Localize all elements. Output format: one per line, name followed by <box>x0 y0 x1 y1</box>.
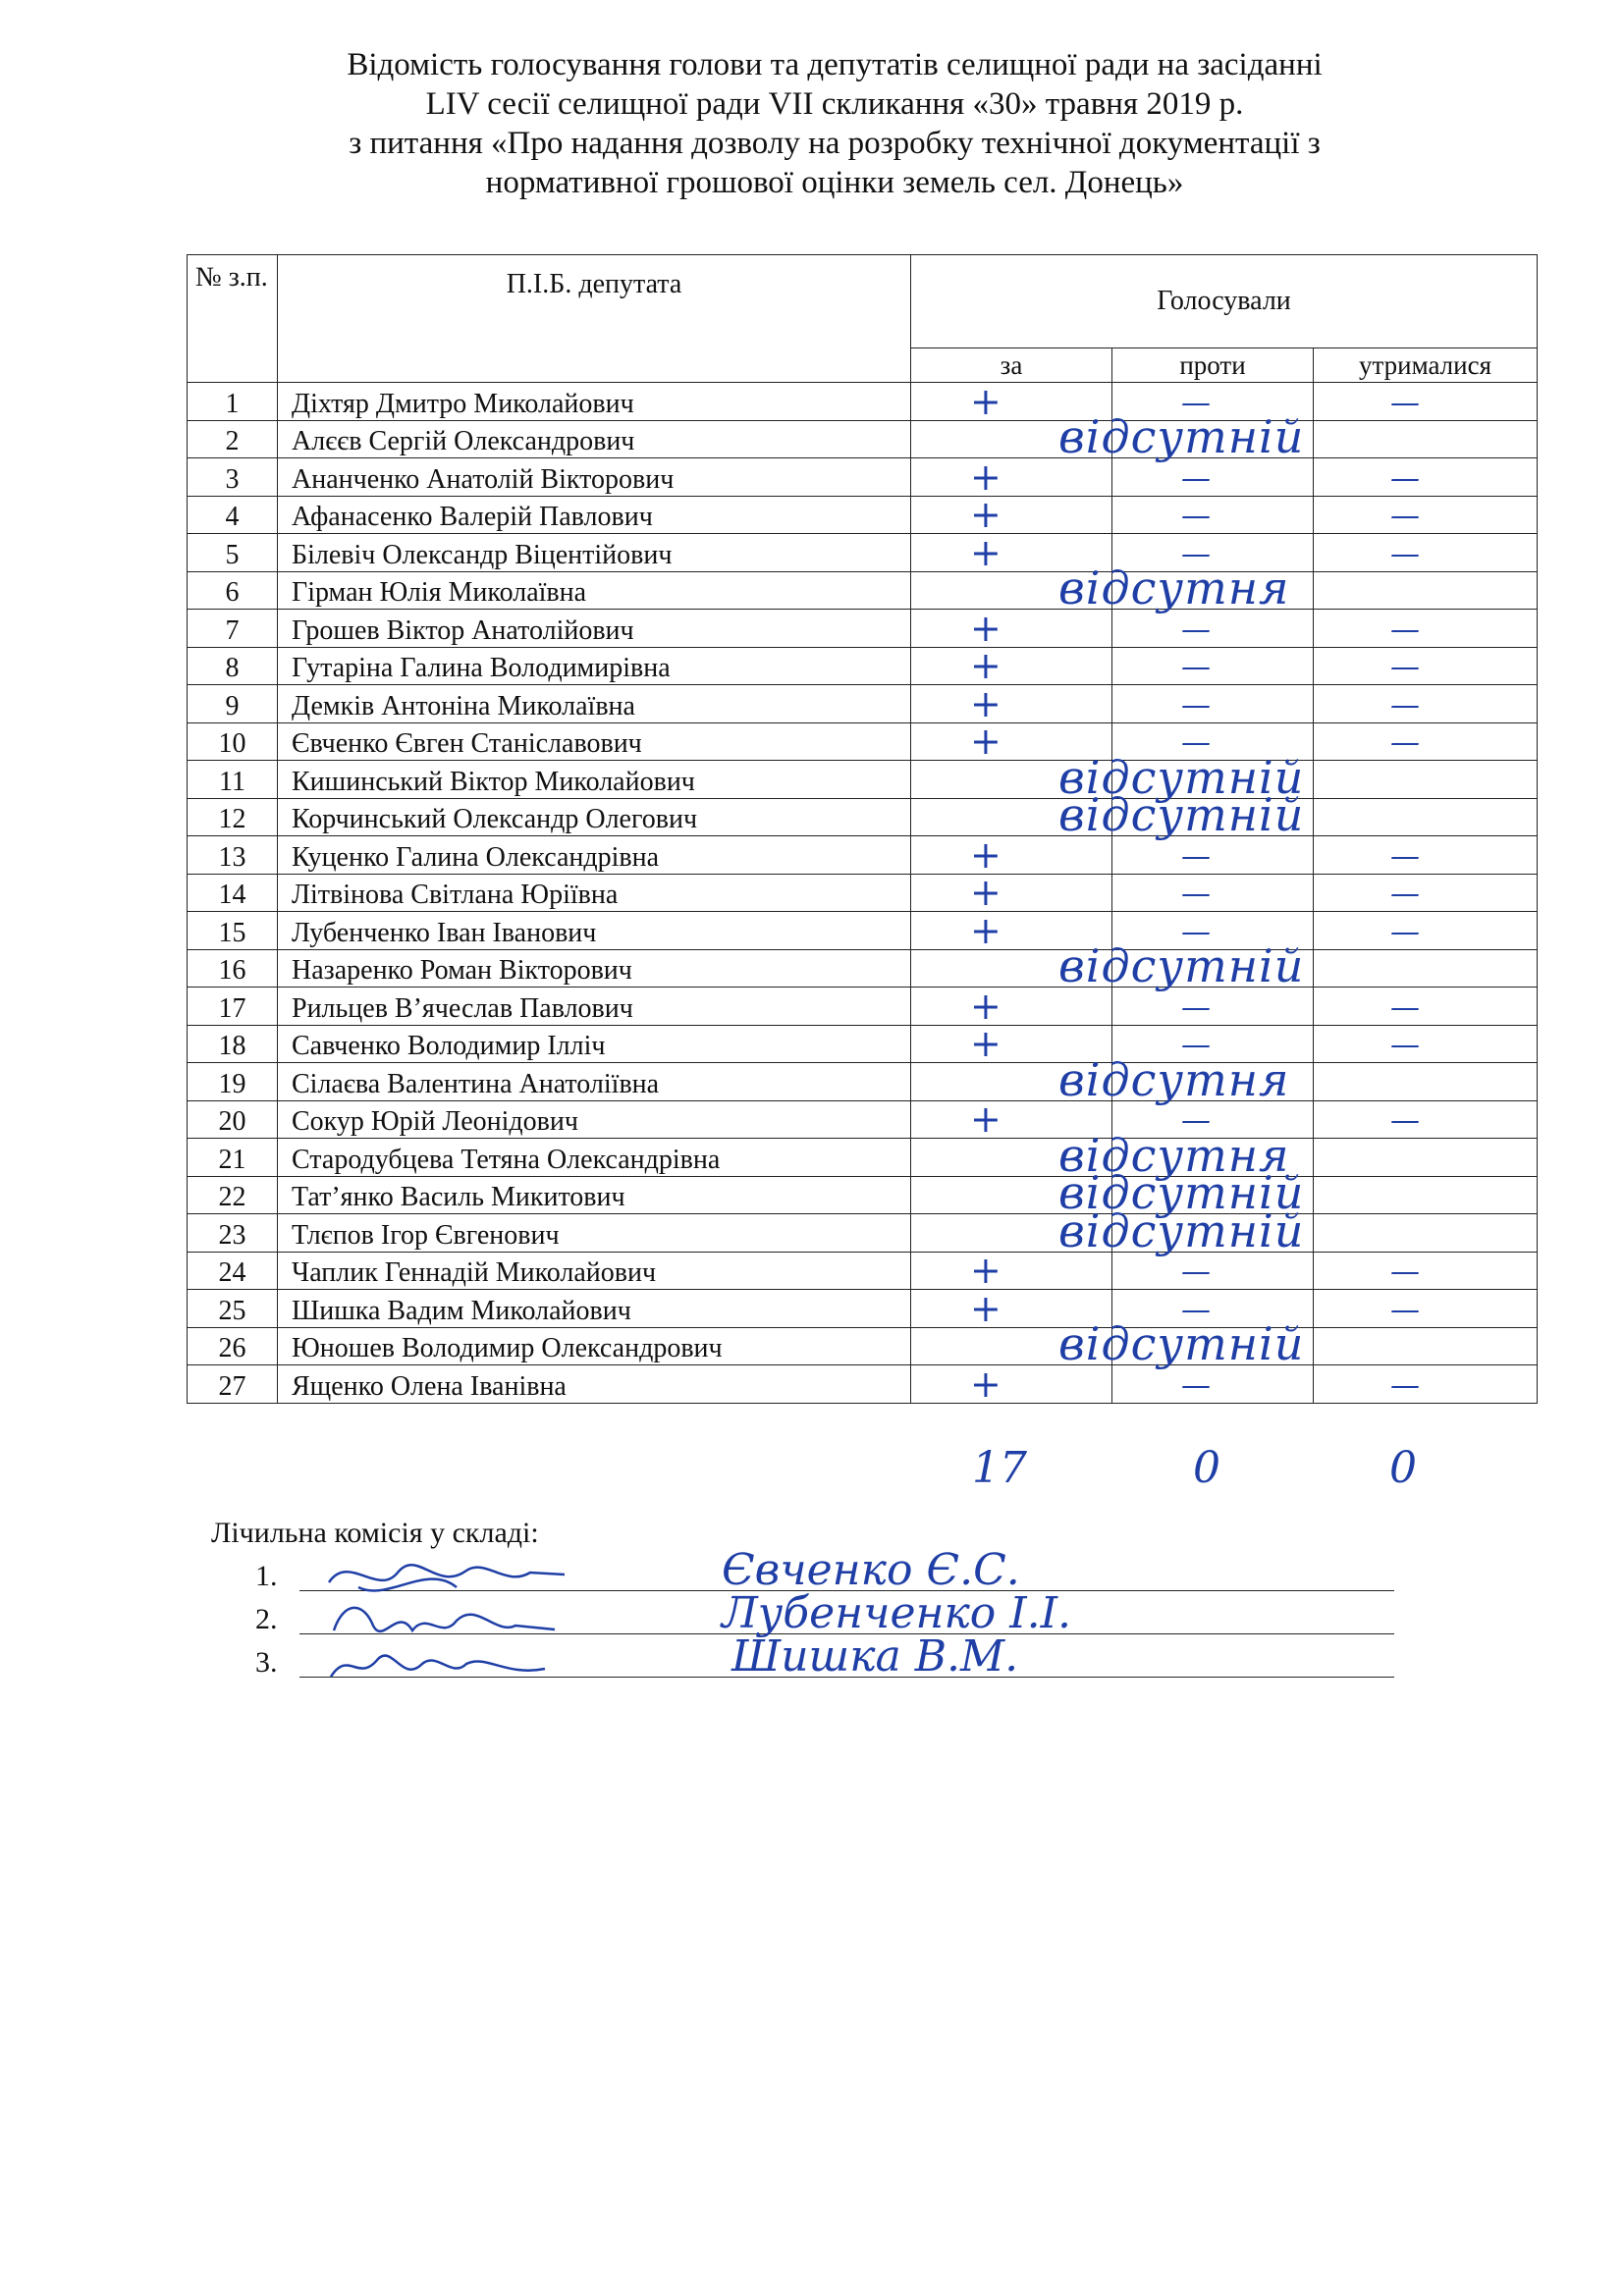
row-number: 14 <box>188 874 278 912</box>
header-for: за <box>911 348 1112 383</box>
absent-handwritten-note: відсутній <box>1058 1203 1305 1257</box>
vote-against-cell <box>1112 836 1314 875</box>
row-number: 4 <box>188 496 278 534</box>
deputy-name: Рильцев В’ячеслав Павлович <box>278 988 911 1026</box>
table-row <box>188 988 1538 1026</box>
dash-mark: — <box>1181 536 1211 571</box>
counting-commission <box>211 1512 1071 1684</box>
vote-against-cell <box>1112 1214 1314 1253</box>
commission-members <box>211 1545 1071 1684</box>
header-abstain: утрималися <box>1314 348 1538 383</box>
vote-abstain-cell <box>1314 1063 1538 1101</box>
table-row <box>188 1100 1538 1139</box>
dash-mark: — <box>1181 499 1211 533</box>
absent-handwritten-note: відсутня <box>1058 1128 1290 1182</box>
dash-mark: — <box>1181 385 1211 420</box>
deputy-name: Ананченко Анатолій Вікторович <box>278 458 911 497</box>
absent-handwritten-note: відсутній <box>1058 750 1305 804</box>
table-row <box>188 1063 1538 1101</box>
vote-against-cell <box>1112 571 1314 610</box>
vote-against-cell <box>1112 949 1314 988</box>
deputy-name: Афанасенко Валерій Павлович <box>278 496 911 534</box>
table-row <box>188 874 1538 912</box>
vote-abstain-cell <box>1314 383 1538 421</box>
dash-mark: — <box>1181 460 1211 496</box>
dash-mark: — <box>1181 612 1211 647</box>
vote-against-cell <box>1112 988 1314 1026</box>
vote-for-cell <box>911 606 1112 650</box>
dash-mark: — <box>1181 1367 1211 1403</box>
deputy-name: Грошев Віктор Анатолійович <box>278 610 911 648</box>
plus-mark: + <box>970 1362 1001 1406</box>
deputy-name: Алєєв Сергій Олександрович <box>278 420 911 458</box>
dash-mark: — <box>1181 1292 1211 1327</box>
dash-mark: — <box>1181 1028 1211 1062</box>
dash-mark: — <box>1390 914 1420 949</box>
dash-mark: — <box>1390 460 1420 496</box>
deputy-name: Куценко Галина Олександрівна <box>278 836 911 875</box>
vote-against-cell <box>1112 1327 1314 1365</box>
dash-mark: — <box>1181 838 1211 874</box>
vote-against-cell <box>1112 610 1314 648</box>
dash-mark: — <box>1390 1255 1420 1289</box>
deputy-name: Савченко Володимир Ілліч <box>278 1025 911 1063</box>
vote-abstain-cell <box>1314 1100 1538 1139</box>
plus-mark: + <box>970 1097 1001 1141</box>
table-row <box>188 647 1538 685</box>
vote-against-cell <box>1112 685 1314 723</box>
deputy-name: Ященко Олена Іванівна <box>278 1365 911 1404</box>
deputy-name: Юношев Володимир Олександрович <box>278 1327 911 1365</box>
member-number: 2. <box>255 1603 278 1635</box>
dash-mark: — <box>1181 1103 1211 1138</box>
deputy-name: Лубенченко Іван Іванович <box>278 912 911 950</box>
dash-mark: — <box>1181 989 1211 1025</box>
vote-abstain-cell <box>1314 610 1538 648</box>
table-row <box>188 496 1538 534</box>
dash-mark: — <box>1181 687 1211 722</box>
signed-name: Євченко Є.С. <box>722 1545 1020 1595</box>
row-number: 6 <box>188 571 278 610</box>
table-row <box>188 761 1538 799</box>
deputy-name: Євченко Євген Станіславович <box>278 722 911 761</box>
row-number: 23 <box>188 1214 278 1253</box>
title-line-1: Відомість голосування голови та депутатів селищної ради на засіданні <box>347 47 1323 82</box>
deputy-name: Демків Антоніна Миколаївна <box>278 685 911 723</box>
dash-mark: — <box>1390 1028 1420 1062</box>
dash-mark: — <box>1390 385 1420 420</box>
deputy-name: Білевіч Олександр Віцентійович <box>278 534 911 572</box>
title-line-3: з питання «Про надання дозволу на розробку технічної документації з <box>349 126 1321 161</box>
row-number: 24 <box>188 1252 278 1290</box>
vote-abstain-cell <box>1314 912 1538 950</box>
row-number: 26 <box>188 1327 278 1365</box>
vote-against-cell <box>1112 1252 1314 1290</box>
voting-table-body <box>188 379 1538 1406</box>
row-number: 16 <box>188 949 278 988</box>
row-number: 13 <box>188 836 278 875</box>
absent-handwritten-note: відсутня <box>1058 561 1290 614</box>
vote-abstain-cell <box>1314 1176 1538 1214</box>
dash-mark: — <box>1390 612 1420 647</box>
vote-abstain-cell <box>1314 836 1538 875</box>
absent-handwritten-note: відсутній <box>1058 788 1305 841</box>
plus-mark: + <box>970 832 1001 877</box>
vote-abstain-cell <box>1314 761 1538 799</box>
vote-abstain-cell <box>1314 1139 1538 1177</box>
vote-for-cell <box>911 493 1112 536</box>
vote-against-cell <box>1112 1063 1314 1101</box>
table-row <box>188 1139 1538 1177</box>
plus-mark: + <box>970 1022 1001 1065</box>
title-line-2: LIV сесії селищної ради VII скликання «30» травня 2019 р. <box>425 86 1244 122</box>
vote-abstain-cell <box>1314 1290 1538 1328</box>
row-number: 9 <box>188 685 278 723</box>
vote-abstain-cell <box>1314 722 1538 761</box>
plus-mark: + <box>970 720 1001 763</box>
absent-handwritten-note: відсутній <box>1058 1317 1305 1370</box>
vote-for-cell <box>911 788 1305 841</box>
header-against: проти <box>1112 348 1314 383</box>
dash-mark: — <box>1181 650 1211 684</box>
table-row <box>188 420 1538 458</box>
table-row <box>188 1176 1538 1214</box>
table-row <box>188 1214 1538 1253</box>
plus-mark: + <box>970 530 1001 574</box>
dash-mark: — <box>1181 877 1211 911</box>
dash-mark: — <box>1390 1103 1420 1138</box>
absent-handwritten-note: відсутній <box>1058 939 1305 992</box>
header-name: П.І.Б. депутата <box>278 255 911 383</box>
vote-abstain-cell <box>1314 420 1538 458</box>
vote-against-cell <box>1112 496 1314 534</box>
row-number: 21 <box>188 1139 278 1177</box>
row-number: 5 <box>188 534 278 572</box>
member-number: 1. <box>255 1560 278 1592</box>
commission-label: Лічильна комісія у складі: <box>211 1517 539 1549</box>
vote-abstain-cell <box>1314 685 1538 723</box>
row-number: 12 <box>188 798 278 836</box>
header-voted: Голосували <box>911 255 1538 348</box>
vote-abstain-cell <box>1314 647 1538 685</box>
row-number: 25 <box>188 1290 278 1328</box>
plus-mark: + <box>970 493 1001 536</box>
table-row <box>188 610 1538 648</box>
signed-name: Лубенченко І.І. <box>722 1588 1071 1638</box>
dash-mark: — <box>1390 1292 1420 1327</box>
vote-abstain-cell <box>1314 874 1538 912</box>
plus-mark: + <box>970 379 1001 423</box>
deputy-name: Чаплик Геннадій Миколайович <box>278 1252 911 1290</box>
table-row <box>188 1025 1538 1063</box>
vote-abstain-cell <box>1314 534 1538 572</box>
table-row <box>188 571 1538 610</box>
table-row <box>188 912 1538 950</box>
member-number: 3. <box>255 1646 278 1679</box>
plus-mark: + <box>970 984 1001 1028</box>
deputy-name: Гутаріна Галина Володимирівна <box>278 647 911 685</box>
vote-abstain-cell <box>1314 798 1538 836</box>
row-number: 7 <box>188 610 278 648</box>
table-row <box>188 1365 1538 1404</box>
row-number: 20 <box>188 1100 278 1139</box>
vote-against-cell <box>1112 647 1314 685</box>
vote-abstain-cell <box>1314 458 1538 497</box>
dash-mark: — <box>1390 650 1420 684</box>
vote-abstain-cell <box>1314 1214 1538 1253</box>
dash-mark: — <box>1390 536 1420 571</box>
vote-against-cell <box>1112 874 1314 912</box>
vote-for-cell <box>911 939 1305 992</box>
row-number: 17 <box>188 988 278 1026</box>
table-row <box>188 722 1538 761</box>
table-row <box>188 1290 1538 1328</box>
plus-mark: + <box>970 1286 1001 1330</box>
absent-handwritten-note: відсутній <box>1058 1166 1305 1219</box>
deputy-name: Кишинський Віктор Миколайович <box>278 761 911 799</box>
row-number: 10 <box>188 722 278 761</box>
vote-abstain-cell <box>1314 496 1538 534</box>
dash-mark: — <box>1390 989 1420 1025</box>
commission-member-line <box>211 1631 1019 1684</box>
deputy-name: Літвінова Світлана Юріївна <box>278 874 911 912</box>
vote-for-cell <box>911 644 1112 687</box>
table-row <box>188 383 1538 421</box>
deputy-name: Сокур Юрій Леонідович <box>278 1100 911 1139</box>
vote-for-cell <box>911 1052 1290 1106</box>
row-number: 19 <box>188 1063 278 1101</box>
vote-abstain-cell <box>1314 1252 1538 1290</box>
plus-mark: + <box>970 871 1001 914</box>
vote-for-cell <box>911 832 1112 877</box>
row-number: 2 <box>188 420 278 458</box>
vote-abstain-cell <box>1314 1327 1538 1365</box>
vote-for-cell <box>911 1317 1305 1370</box>
signed-name: Шишка В.М. <box>731 1631 1019 1682</box>
vote-against-cell <box>1112 458 1314 497</box>
voting-table <box>187 254 1538 1404</box>
total-abstain: 0 <box>1389 1443 1417 1493</box>
header-number: № з.п. <box>188 255 278 383</box>
vote-for-cell <box>911 410 1305 463</box>
vote-abstain-cell <box>1314 571 1538 610</box>
vote-abstain-cell <box>1314 1025 1538 1063</box>
table-row <box>188 836 1538 875</box>
deputy-name: Шишка Вадим Миколайович <box>278 1290 911 1328</box>
row-number: 27 <box>188 1365 278 1404</box>
deputy-name: Діхтяр Дмитро Миколайович <box>278 383 911 421</box>
total-against: 0 <box>1193 1443 1220 1493</box>
title-line-4: нормативної грошової оцінки земель сел. Донець» <box>485 165 1184 200</box>
row-number: 1 <box>188 383 278 421</box>
deputy-name: Стародубцева Тетяна Олександрівна <box>278 1139 911 1177</box>
absent-handwritten-note: відсутній <box>1058 410 1305 463</box>
vote-for-cell <box>911 454 1112 499</box>
row-number: 8 <box>188 647 278 685</box>
vote-against-cell <box>1112 798 1314 836</box>
document-title <box>196 45 1473 202</box>
dash-mark: — <box>1390 687 1420 722</box>
deputy-name: Гірман Юлія Миколаївна <box>278 571 911 610</box>
row-number: 11 <box>188 761 278 799</box>
dash-mark: — <box>1181 1255 1211 1289</box>
table-row <box>188 1327 1538 1365</box>
vote-abstain-cell <box>1314 1365 1538 1404</box>
dash-mark: — <box>1390 725 1420 760</box>
deputy-name: Корчинський Олександр Олегович <box>278 798 911 836</box>
row-number: 15 <box>188 912 278 950</box>
vote-for-cell <box>911 1362 1112 1406</box>
dash-mark: — <box>1181 725 1211 760</box>
vote-for-cell <box>911 681 1112 725</box>
row-number: 22 <box>188 1176 278 1214</box>
signature-scribble <box>319 1629 574 1698</box>
plus-mark: + <box>970 644 1001 687</box>
vote-for-cell <box>911 561 1290 614</box>
dash-mark: — <box>1390 1367 1420 1403</box>
plus-mark: + <box>970 454 1001 499</box>
row-number: 3 <box>188 458 278 497</box>
deputy-name: Тлєпов Ігор Євгенович <box>278 1214 911 1253</box>
table-row <box>188 798 1538 836</box>
vote-for-cell <box>911 1249 1112 1292</box>
dash-mark: — <box>1390 499 1420 533</box>
deputy-name: Тат’янко Василь Микитович <box>278 1176 911 1214</box>
vote-abstain-cell <box>1314 988 1538 1026</box>
table-row <box>188 534 1538 572</box>
total-for: 17 <box>972 1443 1027 1493</box>
vote-against-cell <box>1112 420 1314 458</box>
vote-against-cell <box>1112 1365 1314 1404</box>
plus-mark: + <box>970 908 1001 952</box>
vote-for-cell <box>911 1203 1305 1257</box>
vote-for-cell <box>911 871 1112 914</box>
absent-handwritten-note: відсутня <box>1058 1052 1290 1106</box>
dash-mark: — <box>1390 838 1420 874</box>
vote-abstain-cell <box>1314 949 1538 988</box>
table-row <box>188 458 1538 497</box>
deputy-name: Сілаєва Валентина Анатоліївна <box>278 1063 911 1101</box>
plus-mark: + <box>970 681 1001 725</box>
dash-mark: — <box>1181 914 1211 949</box>
table-row <box>188 1252 1538 1290</box>
table-row <box>188 685 1538 723</box>
dash-mark: — <box>1390 877 1420 911</box>
vote-for-cell <box>911 984 1112 1028</box>
plus-mark: + <box>970 1249 1001 1292</box>
deputy-name: Назаренко Роман Вікторович <box>278 949 911 988</box>
table-row <box>188 949 1538 988</box>
row-number: 18 <box>188 1025 278 1063</box>
plus-mark: + <box>970 606 1001 650</box>
